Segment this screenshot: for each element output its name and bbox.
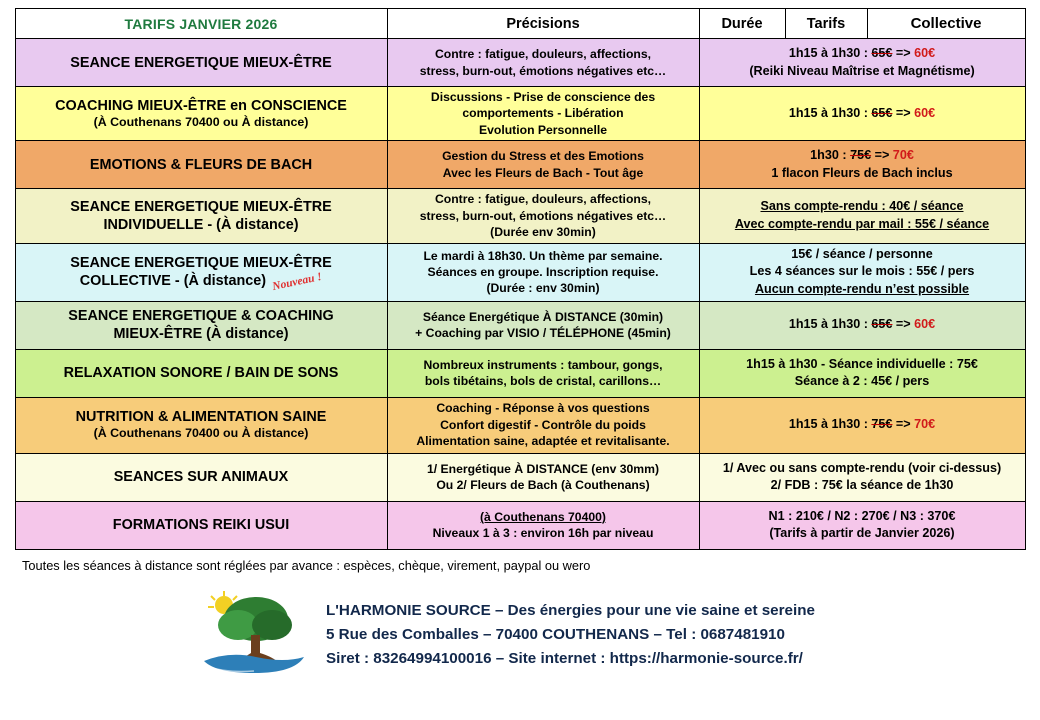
- service-precisions: Coaching - Réponse à vos questions Confort digestif - Contrôle du poids Alimentation saine, adaptée et revitalisante.: [387, 397, 699, 453]
- service-name: FORMATIONS REIKI USUI: [15, 501, 387, 549]
- table-row: [15, 39, 1025, 87]
- header-tarifs: Tarifs: [785, 9, 867, 39]
- footer-line-1: L'HARMONIE SOURCE – Des énergies pour une vie saine et sereine: [326, 601, 815, 619]
- payment-note: Toutes les séances à distance sont réglées par avance : espèces, chèque, virement, paypal ou wero: [22, 557, 591, 573]
- tree-logo-icon: [194, 591, 314, 683]
- table-row: [15, 189, 1025, 243]
- harmonie-source-logo: [194, 591, 314, 683]
- service-name: SEANCE ENERGETIQUE MIEUX-ÊTRE COLLECTIVE - (À distance) Nouveau !: [15, 243, 387, 301]
- service-name: RELAXATION SONORE / BAIN DE SONS: [15, 349, 387, 397]
- table-row: [15, 301, 1025, 349]
- service-name: SEANCE ENERGETIQUE MIEUX-ÊTRE INDIVIDUELLE - (À distance): [15, 189, 387, 243]
- header-duree: Durée: [699, 9, 785, 39]
- service-name: SEANCE ENERGETIQUE & COACHING MIEUX-ÊTRE (À distance): [15, 301, 387, 349]
- service-name: SEANCES SUR ANIMAUX: [15, 453, 387, 501]
- table-row: [15, 397, 1025, 453]
- table-row: [15, 501, 1025, 549]
- service-price: 1h15 à 1h30 : 65€ => 60€: [699, 87, 1025, 141]
- footer-contact: [326, 599, 815, 672]
- table-row: [15, 243, 1025, 301]
- service-name: [15, 39, 387, 87]
- header-title: TARIFS JANVIER 2026: [15, 9, 387, 39]
- service-precisions: Gestion du Stress et des Emotions Avec les Fleurs de Bach - Tout âge: [387, 141, 699, 189]
- service-precisions: Nombreux instruments : tambour, gongs, bols tibétains, bols de cristal, carillons…: [387, 349, 699, 397]
- service-precisions: Contre : fatigue, douleurs, affections, stress, burn-out, émotions négatives etc…: [387, 39, 699, 87]
- service-precisions: Contre : fatigue, douleurs, affections, stress, burn-out, émotions négatives etc… (Durée env 30min): [387, 189, 699, 243]
- table-header-row: [15, 9, 1025, 39]
- header-collective: Collective: [867, 9, 1025, 39]
- service-name-line1: SEANCE ENERGETIQUE MIEUX-ÊTRE: [70, 54, 332, 71]
- table-row: [15, 349, 1025, 397]
- service-precisions: Séance Energétique À DISTANCE (30min) + Coaching par VISIO / TÉLÉPHONE (45min): [387, 301, 699, 349]
- service-precisions: Discussions - Prise de conscience des comportements - Libération Evolution Personnelle: [387, 87, 699, 141]
- header-precisions: Précisions: [387, 9, 699, 39]
- table-row: [15, 141, 1025, 189]
- service-precisions: Le mardi à 18h30. Un thème par semaine. Séances en groupe. Inscription requise. (Durée : env 30min): [387, 243, 699, 301]
- service-price: 1h30 : 75€ => 70€ 1 flacon Fleurs de Bach inclus: [699, 141, 1025, 189]
- service-price: 1h15 à 1h30 : 65€ => 60€ (Reiki Niveau Maîtrise et Magnétisme): [699, 39, 1025, 87]
- service-name: NUTRITION & ALIMENTATION SAINE (À Couthenans 70400 ou À distance): [15, 397, 387, 453]
- tarifs-table: [15, 8, 1026, 550]
- nouveau-badge: Nouveau !: [271, 271, 323, 294]
- service-price: 15€ / séance / personne Les 4 séances sur le mois : 55€ / pers Aucun compte-rendu n’est possible: [699, 243, 1025, 301]
- service-price: 1h15 à 1h30 - Séance individuelle : 75€ Séance à 2 : 45€ / pers: [699, 349, 1025, 397]
- service-name: EMOTIONS & FLEURS DE BACH: [15, 141, 387, 189]
- footer-line-2: 5 Rue des Comballes – 70400 COUTHENANS – Tel : 0687481910: [326, 626, 785, 643]
- table-row: [15, 453, 1025, 501]
- service-price: 1/ Avec ou sans compte-rendu (voir ci-dessus) 2/ FDB : 75€ la séance de 1h30: [699, 453, 1025, 501]
- service-price: 1h15 à 1h30 : 65€ => 60€: [699, 301, 1025, 349]
- table-row: [15, 87, 1025, 141]
- service-name: COACHING MIEUX-ÊTRE en CONSCIENCE (À Couthenans 70400 ou À distance): [15, 87, 387, 141]
- service-precisions: 1/ Energétique À DISTANCE (env 30mm) Ou 2/ Fleurs de Bach (à Couthenans): [387, 453, 699, 501]
- service-price: 1h15 à 1h30 : 75€ => 70€: [699, 397, 1025, 453]
- service-precisions: (à Couthenans 70400) Niveaux 1 à 3 : environ 16h par niveau: [387, 501, 699, 549]
- service-price: N1 : 210€ / N2 : 270€ / N3 : 370€ (Tarifs à partir de Janvier 2026): [699, 501, 1025, 549]
- footer-line-3: Siret : 83264994100016 – Site internet : https://harmonie-source.fr/: [326, 650, 803, 668]
- service-price: Sans compte-rendu : 40€ / séance Avec compte-rendu par mail : 55€ / séance: [699, 189, 1025, 243]
- footer: [14, 591, 1026, 683]
